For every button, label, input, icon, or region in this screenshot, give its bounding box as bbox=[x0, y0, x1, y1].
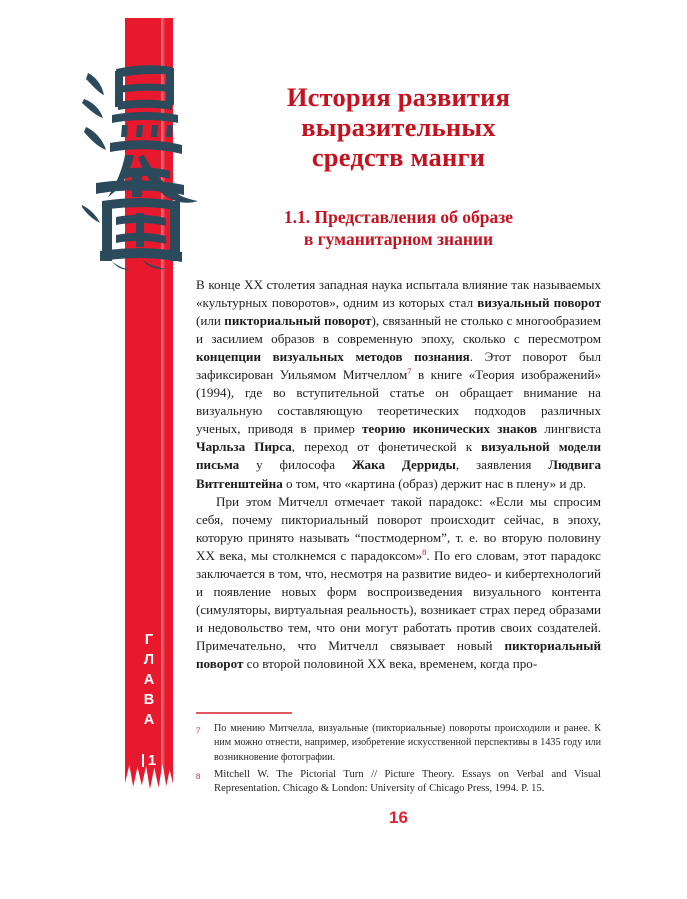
chapter-letter-1: Г bbox=[144, 632, 154, 648]
footnote-marker: 8 bbox=[196, 770, 201, 781]
section-subtitle-line-2: в гуманитарном знании bbox=[303, 229, 494, 249]
page-number: 16 bbox=[389, 808, 408, 827]
chapter-letter-2: Л bbox=[143, 652, 155, 668]
footnote-item bbox=[196, 768, 601, 797]
chapter-number-rule bbox=[142, 754, 144, 767]
paragraph-2: При этом Митчелл отмечает такой парадокс: «Если мы спросим себя, почему пикториальный поворот происходит сейчас, в эпоху, которую принято называть “постмодерном”, т. е. во вторую половину XX века, мы столкнемся с парадоксом»$^8$. По его словам, этот парадокс заключается в том, что, несмотря на развитие видео- и кибертехнологий и появление новых форм воспроизведения визуального контента (симуляторы, виртуальная реальность), возникает страх перед образами и недовольство тем, что они могут работать против своих создателей. Примечательно, что Митчелл связывает новый пикториальный поворот со второй половиной XX века, временем, когда про- bbox=[196, 493, 601, 671]
chapter-number bbox=[125, 752, 173, 769]
page-title-line-2: выразительных bbox=[301, 112, 496, 142]
chapter-letter-5: А bbox=[143, 712, 155, 728]
chapter-letter-4: В bbox=[143, 692, 155, 708]
paragraph-1: В конце XX столетия западная наука испытала влияние так называемых «культурных поворотов», одним из которых стал визуальный поворот (или пикториальный поворот), связанный не столько с многообразием и засилием образов в современную эпоху, сколько с пересмотром концепции визуальных методов познания. Этот поворот был зафиксирован Уильямом Митчеллом$^7$ в книге «Теория изображений» (1994), где во вступительной статье он обращает внимание на визуальную составляющую теоретических подходов различных ученых, приводя в пример теорию иконических знаков лингвиста Чарльза Пирса, переход от фонетической к визуальной модели письма у философа Жака Дерриды, заявления Людвига Витгенштейна о том, что «картина (образ) держит нас в плену» и др. bbox=[196, 277, 602, 491]
footnote-separator bbox=[196, 712, 292, 714]
manga-calligraphy-icon bbox=[82, 55, 202, 270]
chapter-label-vertical bbox=[125, 630, 173, 730]
page-title-line-3: средств манги bbox=[311, 142, 486, 172]
footnote-list bbox=[196, 722, 601, 800]
page-title-line-1: История развития bbox=[286, 82, 511, 112]
chapter-letter-3: А bbox=[143, 672, 155, 688]
footnote-item bbox=[196, 722, 601, 765]
footnote-marker: 7 bbox=[196, 725, 201, 735]
section-subtitle bbox=[196, 172, 601, 250]
footnote-text: По мнению Митчелла, визуальные (пикториальные) повороты происходили и ранее. К ним можно отнести, например, изобретение искусственной перспективы в 1435 году или возникновение фотографии. bbox=[214, 723, 601, 763]
chapter-number-value: 1 bbox=[147, 752, 157, 769]
body-text bbox=[196, 250, 601, 673]
footnote-text: Mitchell W. The Pictorial Turn // Picture Theory. Essays on Verbal and Visual Representation. Chicago & London: University of Chicago Press, 1994. P. 15. bbox=[214, 768, 601, 795]
page-title bbox=[196, 0, 601, 172]
section-subtitle-line-1: 1.1. Представления об образе bbox=[283, 207, 514, 227]
text-column bbox=[196, 0, 601, 673]
